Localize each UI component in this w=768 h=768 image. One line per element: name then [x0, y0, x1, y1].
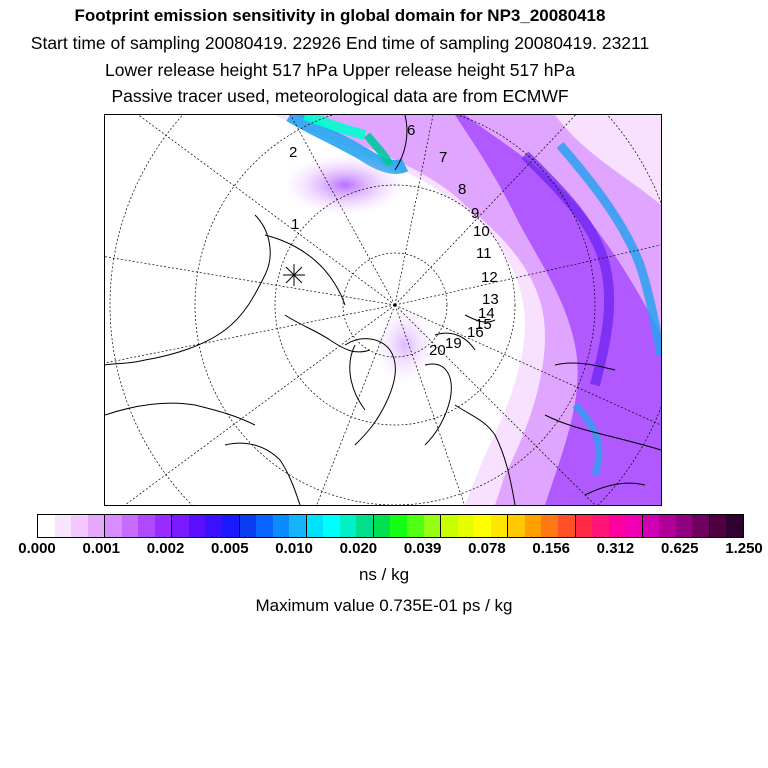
colorbar-cell	[374, 515, 391, 537]
colorbar-cell	[407, 515, 424, 537]
colorbar-cell	[222, 515, 240, 537]
colorbar-cell	[558, 515, 576, 537]
colorbar-cell	[474, 515, 491, 537]
colorbar-cell	[38, 515, 55, 537]
colorbar-cell	[424, 515, 442, 537]
tracer-info-line: Passive tracer used, meteorological data are from ECMWF	[111, 86, 569, 106]
colorbar-cell	[441, 515, 458, 537]
colorbar-cell	[55, 515, 72, 537]
colorbar-tick-label: 0.000	[18, 540, 56, 557]
maximum-value: Maximum value 0.735E-01 ps / kg	[255, 596, 513, 615]
colorbar-tick-label: 0.156	[532, 540, 570, 557]
sampling-time-line: Start time of sampling 20080419. 22926 End time of sampling 20080419. 23211	[30, 33, 650, 53]
trajectory-label: 14	[478, 305, 495, 322]
colorbar-cell	[256, 515, 273, 537]
trajectory-label: 13	[482, 291, 499, 308]
colorbar-tick-label: 0.020	[339, 540, 378, 557]
trajectory-label: 7	[439, 149, 448, 166]
colorbar-cell	[307, 515, 324, 537]
colorbar-cell	[172, 515, 189, 537]
colorbar-cell	[491, 515, 509, 537]
colorbar-cell	[189, 515, 206, 537]
trajectory-label: 20	[429, 342, 446, 359]
colorbar-cell	[88, 515, 106, 537]
trajectory-label: 12	[481, 269, 498, 286]
figure-title: Footprint emission sensitivity in global domain for NP3_20080418	[74, 6, 606, 25]
trajectory-label: 19	[445, 335, 462, 352]
asterisk-icon	[283, 264, 305, 286]
colorbar-tick-label: 0.002	[146, 540, 185, 557]
trajectory-label: 8	[458, 181, 467, 198]
trajectory-label: 1	[291, 216, 300, 233]
colorbar-cell	[726, 515, 743, 537]
colorbar-cell	[289, 515, 307, 537]
colorbar-cell	[541, 515, 558, 537]
colorbar-cell	[576, 515, 593, 537]
colorbar-cell	[458, 515, 475, 537]
colorbar-cell	[240, 515, 257, 537]
release-height-line: Lower release height 517 hPa Upper release height 517 hPa	[105, 60, 575, 80]
colorbar-tick-label: 0.010	[275, 540, 313, 557]
colorbar-cell	[676, 515, 693, 537]
trajectory-label: 11	[476, 245, 492, 262]
colorbar	[37, 514, 744, 538]
colorbar-unit: ns / kg	[358, 565, 410, 584]
colorbar-cell	[273, 515, 290, 537]
colorbar-cell	[340, 515, 357, 537]
colorbar-cell	[138, 515, 155, 537]
trajectory-label: 15	[475, 316, 492, 333]
colorbar-cell	[122, 515, 139, 537]
map-canvas	[105, 115, 661, 505]
trajectory-label: 16	[467, 324, 484, 341]
colorbar-cell	[71, 515, 88, 537]
colorbar-cell	[323, 515, 340, 537]
colorbar-cell	[692, 515, 710, 537]
colorbar-cell	[390, 515, 407, 537]
colorbar-cell	[643, 515, 660, 537]
trajectory-label: 2	[289, 144, 298, 161]
plume-field	[275, 115, 661, 505]
trajectory-label: 6	[407, 122, 416, 139]
colorbar-cell	[205, 515, 222, 537]
colorbar-tick-label: 0.005	[211, 540, 249, 557]
colorbar-cell	[356, 515, 374, 537]
colorbar-tick-label: 0.078	[468, 540, 506, 557]
colorbar-cell	[609, 515, 626, 537]
colorbar-tick-label: 1.250	[725, 540, 763, 557]
colorbar-tick-label: 0.039	[403, 540, 442, 557]
colorbar-tick-label: 0.312	[596, 540, 635, 557]
colorbar-cell	[155, 515, 173, 537]
colorbar-tick-label: 0.001	[82, 540, 121, 557]
colorbar-cell	[105, 515, 122, 537]
trajectory-label: 9	[471, 205, 480, 222]
colorbar-cell	[592, 515, 609, 537]
colorbar-cell	[508, 515, 525, 537]
footprint-map	[104, 114, 662, 506]
colorbar-cell	[710, 515, 727, 537]
trajectory-label: 10	[473, 223, 490, 240]
colorbar-cell	[625, 515, 643, 537]
colorbar-tick-label: 0.625	[660, 540, 699, 557]
colorbar-cell	[525, 515, 542, 537]
colorbar-cell	[659, 515, 676, 537]
